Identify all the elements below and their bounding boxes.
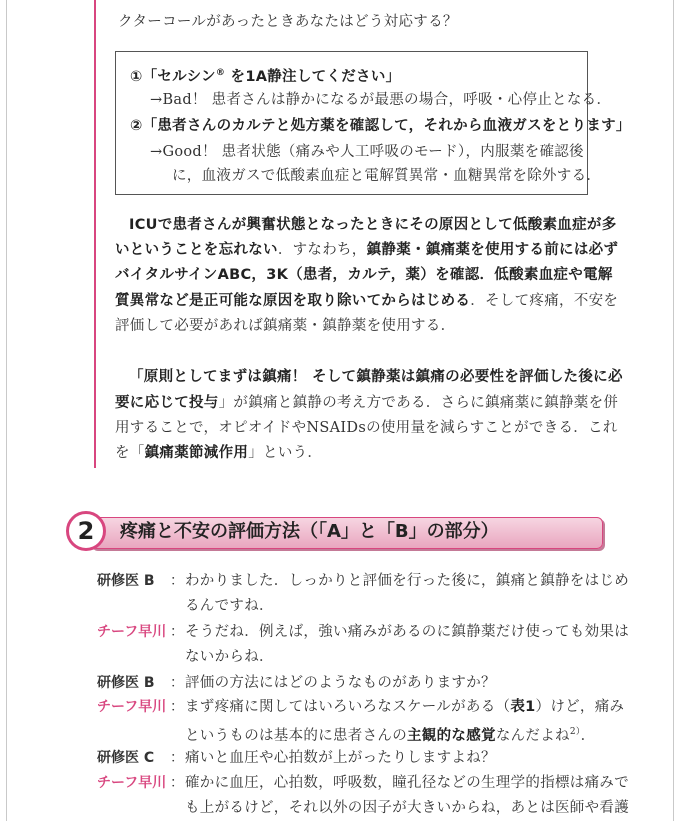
dialogue-colon: ： bbox=[170, 699, 184, 715]
dialogue-colon: ： bbox=[170, 573, 184, 589]
dialogue-line: 評価の方法にはどのようなものがありますか？ bbox=[185, 675, 496, 691]
option-2-number: ② bbox=[130, 118, 143, 134]
dialogue-line: そうだね．例えば，強い痛みがあるのに鎮静薬だけ使っても効果は bbox=[185, 624, 629, 640]
para1-line1: ICUで患者さんが興奮状態となったときにその原因として低酸素血症が多 bbox=[129, 217, 617, 233]
dialogue-colon: ： bbox=[170, 750, 184, 766]
para1-line5: 評価して必要があれば鎮痛薬・鎮静薬を使用する． bbox=[115, 318, 456, 334]
margin-accent-bar bbox=[94, 0, 96, 468]
table-reference: 表1 bbox=[510, 699, 536, 715]
dialogue-line: 確かに血圧，心拍数，呼吸数，瞳孔径などの生理学的指標は痛みで bbox=[185, 775, 629, 791]
option-1-result: →Bad！ 患者さんは静かになるが最悪の場合，呼吸・心停止となる． bbox=[150, 92, 612, 108]
dialogue-line: 痛いと血圧や心拍数が上がったりしますよね？ bbox=[185, 750, 496, 766]
dialogue-colon: ： bbox=[170, 624, 184, 640]
dialogue-line: というものは基本的に患者さんの主観的な感覚なんだよね$^{2)}$． bbox=[185, 727, 596, 744]
option-2-result-line-1: →Good！ 患者状態（痛みや人工呼吸のモード），内服薬を確認後 bbox=[150, 144, 584, 160]
section-title: 疼痛と不安の評価方法（「A」と「B」の部分） bbox=[120, 521, 499, 542]
para2-line1: 「原則としてまずは鎮痛！ そして鎮静薬は鎮痛の必要性を評価した後に必 bbox=[129, 369, 623, 385]
dialogue-line: わかりました．しっかりと評価を行った後に，鎮痛と鎮静をはじめ bbox=[185, 573, 629, 589]
para2-line2: 要に応じて投与」が鎮痛と鎮静の考え方である．さらに鎮痛薬に鎮静薬を併 bbox=[115, 395, 619, 411]
dialogue-speaker: チーフ早川 bbox=[97, 624, 167, 640]
dialogue-speaker: 研修医 B bbox=[97, 675, 155, 691]
option-1-number: ① bbox=[130, 68, 143, 85]
dialogue-speaker: チーフ早川 bbox=[97, 699, 167, 715]
option-2-result-line-2: に，血液ガスで低酸素血症と電解質異常・血糖異常を除外する． bbox=[172, 168, 602, 184]
dialogue-speaker: 研修医 C bbox=[97, 750, 155, 766]
para2-line4: を「鎮痛薬節減作用」という． bbox=[115, 445, 323, 461]
dialogue-colon: ： bbox=[170, 675, 184, 691]
section-heading bbox=[66, 511, 606, 557]
option-1-title: ①「セルシン® を1A静注してください」 bbox=[130, 68, 401, 85]
dialogue-speaker: チーフ早川 bbox=[97, 775, 167, 791]
option-2-title: ②「患者さんのカルテと処方薬を確認して，それから血液ガスをとります」 bbox=[130, 118, 631, 134]
dialogue-line: るんですね． bbox=[185, 598, 274, 614]
dialogue-speaker: 研修医 B bbox=[97, 573, 155, 589]
para2-line3: 用することで，オピオイドやNSAIDsの使用量を減らすことができる．これ bbox=[115, 420, 618, 436]
citation-ref: 2） bbox=[569, 727, 581, 737]
para1-line2: いということを忘れない．すなわち，鎮静薬・鎮痛薬を使用する前には必ず bbox=[115, 242, 619, 258]
dialogue-line: まず疼痛に関してはいろいろなスケールがある（表1）けど，痛み bbox=[185, 699, 625, 715]
section-number-badge: 2 bbox=[66, 511, 106, 551]
dialogue-colon: ： bbox=[170, 775, 184, 791]
para1-line3: バイタルサインABC，3K（患者，カルテ，薬）を確認．低酸素血症や電解 bbox=[115, 267, 613, 283]
dialogue-line: ないからね． bbox=[185, 649, 274, 665]
para1-line4: 質異常など是正可能な原因を取り除いてからはじめる．そして疼痛，不安を bbox=[115, 293, 619, 309]
dialogue-line: も上がるけど，それ以外の因子が大きいからね，あとは医師や看護 bbox=[185, 800, 629, 816]
intro-question: クターコールがあったときあなたはどう対応する？ bbox=[118, 14, 458, 30]
